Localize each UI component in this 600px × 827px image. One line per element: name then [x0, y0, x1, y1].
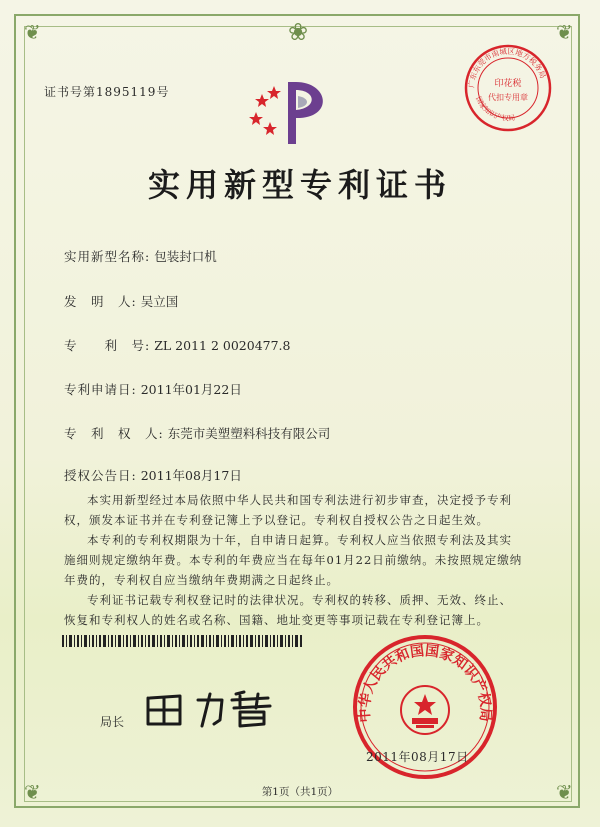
- field-label: 专利申请日:: [64, 382, 137, 397]
- certificate-number: 证书号第1895119号: [44, 85, 170, 99]
- certificate-title: 实用新型专利证书: [147, 166, 452, 204]
- tax-stamp-line1: 印花税: [494, 79, 522, 89]
- field-patent-number: [64, 336, 291, 354]
- tax-stamp-ring-text-2: 国家知识产权局: [474, 95, 516, 123]
- field-label: 发 明 人:: [64, 294, 137, 309]
- field-label: 专 利 号:: [64, 338, 151, 353]
- director-signature: [140, 686, 280, 730]
- field-utility-model-name: [64, 247, 217, 265]
- barcode-icon: [62, 635, 302, 647]
- corner-ornament-icon: ❦: [24, 20, 41, 44]
- top-ornament-icon: ❀: [288, 18, 309, 46]
- tax-stamp-line2: 代扣专用章: [488, 93, 528, 102]
- field-label: 实用新型名称:: [64, 249, 151, 264]
- body-paragraph-1: 本实用新型经过本局依照中华人民共和国专利法进行初步审查，决定授予专利权，颁发本证书并在专利登记簿上予以登记。专利权自授权公告之日起生效。: [64, 493, 512, 527]
- director-title: 局长: [100, 715, 125, 729]
- field-value: ZL 2011 2 0020477.8: [154, 338, 291, 353]
- field-value: 2011年08月17日: [140, 468, 242, 483]
- corner-ornament-icon: ❦: [556, 20, 573, 44]
- field-announcement-date: [64, 466, 242, 484]
- page-footer: 第1页（共1页）: [261, 786, 339, 798]
- tax-stamp: [462, 42, 554, 134]
- corner-ornament-icon: ❦: [556, 780, 573, 804]
- field-filing-date: [64, 380, 242, 398]
- field-value: 吴立国: [140, 294, 179, 309]
- field-value: 东莞市美塑塑料科技有限公司: [167, 426, 331, 441]
- field-inventor: [64, 292, 178, 310]
- field-patent-holder: [64, 424, 330, 442]
- seal-ring-text: 中华人民共和国国家知识产权局: [356, 643, 494, 723]
- field-label: 专 利 权 人:: [64, 426, 164, 441]
- seal-date: 2011年08月17日: [366, 750, 469, 764]
- field-label: 授权公告日:: [64, 468, 137, 483]
- national-emblem-icon: [401, 686, 449, 734]
- field-value: 包装封口机: [154, 249, 217, 264]
- body-paragraph-3: 专利证书记载专利权登记时的法律状况。专利权的转移、质押、无效、终止、恢复和专利权人的姓名或名称、国籍、地址变更等事项记载在专利登记簿上。: [64, 593, 512, 627]
- corner-ornament-icon: ❦: [24, 780, 41, 804]
- field-value: 2011年01月22日: [140, 382, 242, 397]
- body-paragraph-2: 本专利的专利权期限为十年，自申请日起算。专利权人应当依照专利法及其实施细则规定缴纳年费。本专利的年费应当在每年01月22日前缴纳。未按照规定缴纳年费的，专利权自应当缴纳年费期满之日起终止。: [64, 533, 523, 587]
- patent-office-logo-icon: [248, 78, 348, 148]
- tax-stamp-ring-text: 广东东莞市南城区地方税务局: [466, 46, 548, 89]
